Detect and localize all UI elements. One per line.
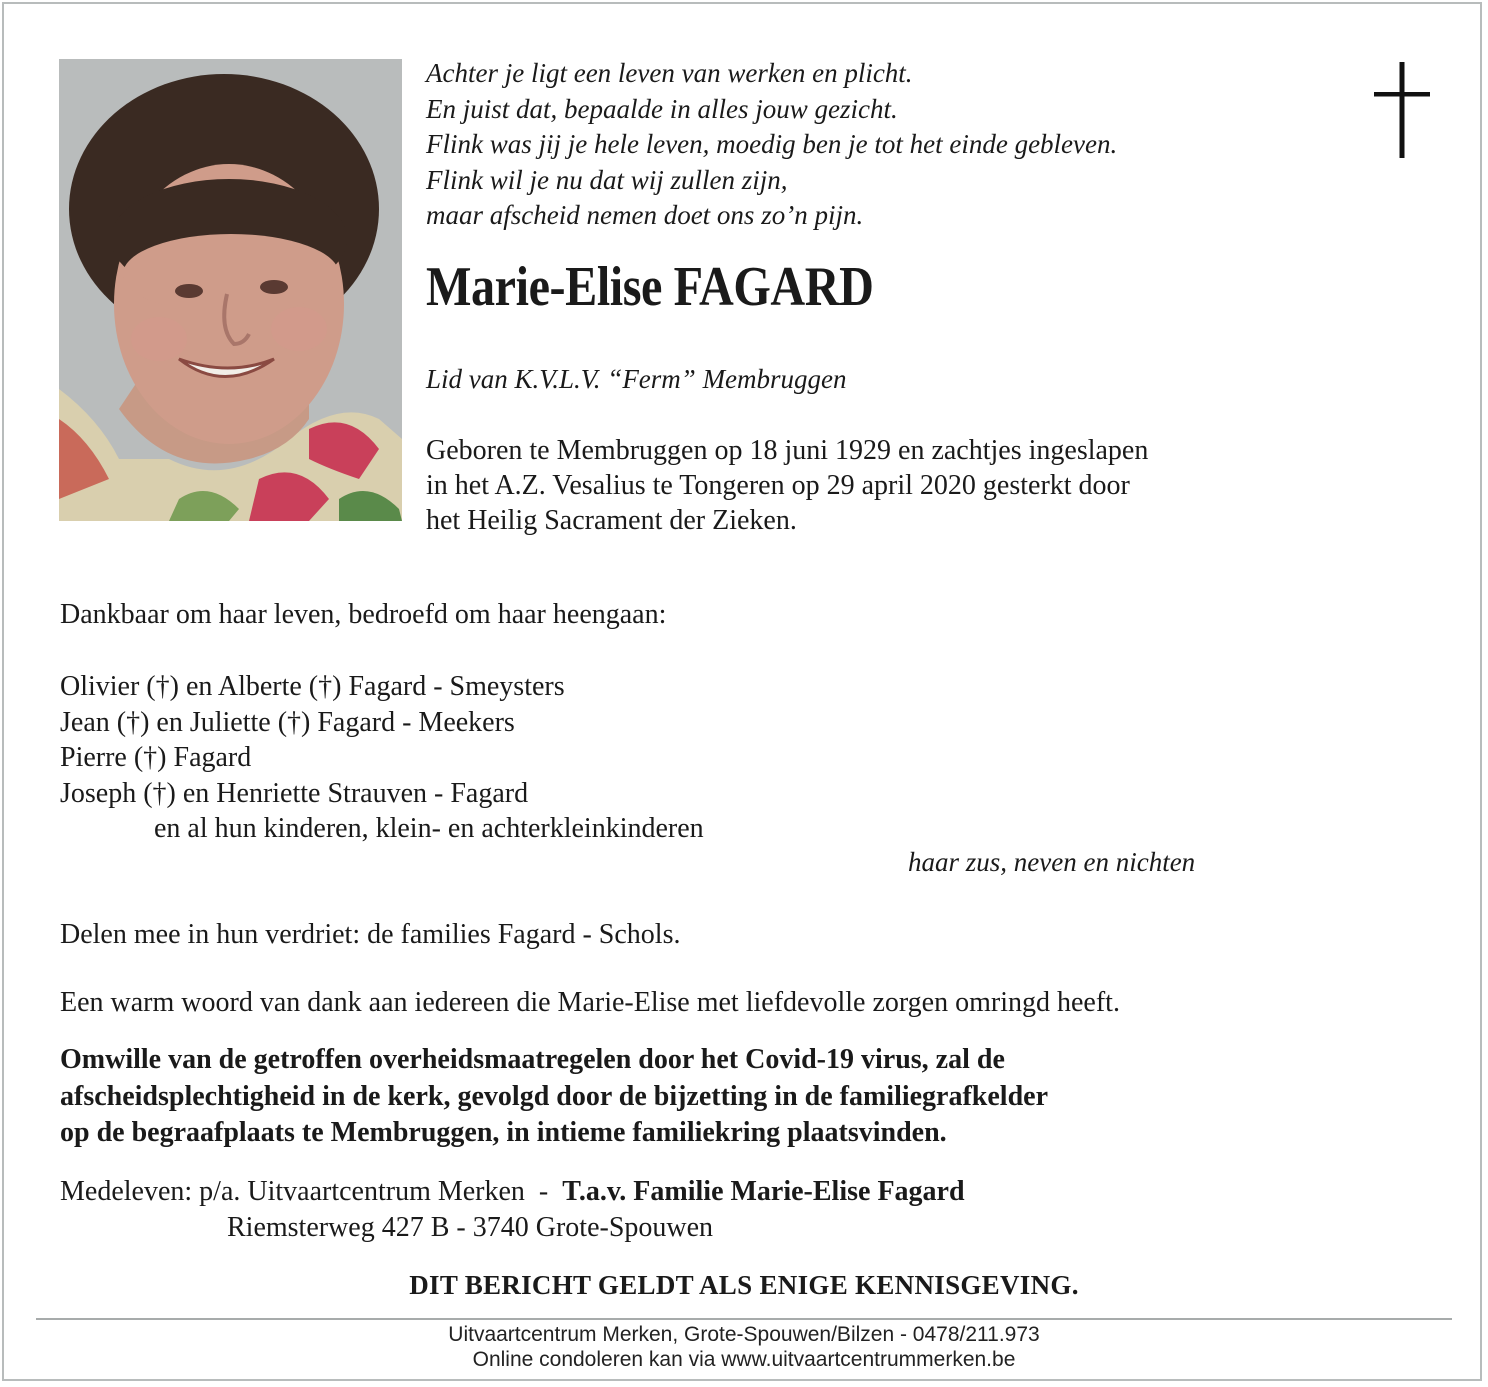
footer-divider [36,1318,1452,1320]
condolence-prefix: Medeleven: p/a. Uitvaartcentrum Merken - [60,1176,563,1207]
notice-line: Omwille van de getroffen overheidsmaatregelen door het Covid-19 virus, zal de [60,1044,1005,1075]
poem [426,56,1326,234]
poem-line: En juist dat, bepaalde in alles jouw gezicht. [426,93,898,124]
membership: Lid van K.V.L.V. “Ferm” Membruggen [426,364,847,394]
details-line: in het A.Z. Vesalius te Tongeren op 29 april 2020 gesterkt door [426,470,1130,501]
poem-line: maar afscheid nemen doet ons zo’n pijn. [426,200,864,230]
footer [0,1322,1488,1372]
family-descendants: en al hun kinderen, klein- en achterkleinkinderen [154,813,704,844]
portrait-photo [59,59,402,521]
poem-line: Flink was jij je hele leven, moedig ben je tot het einde gebleven. [426,129,1118,159]
poem-line: Flink wil je nu dat wij zullen zijn, [426,164,788,195]
footer-company: Uitvaartcentrum Merken, Grote-Spouwen/Bilzen - 0478/211.973 [448,1323,1040,1346]
family-line: Joseph (†) en Henriette Strauven - Fagard [60,777,529,809]
family-line: Jean (†) en Juliette (†) Fagard - Meekers [60,706,515,738]
family-line: Olivier (†) en Alberte (†) Fagard - Smeysters [60,671,565,702]
thanks-intro: Dankbaar om haar leven, bedroefd om haar heengaan: [60,599,667,630]
notice-line: op de begraafplaats te Membruggen, in intieme familiekring plaatsvinden. [60,1117,947,1148]
family-line: Pierre (†) Fagard [60,742,252,773]
deceased-name: Marie-Elise FAGARD [426,256,874,318]
condolence-address [60,1174,965,1209]
sharing-families: Delen mee in hun verdriet: de families Fagard - Schols. [60,919,681,950]
details-line: het Heilig Sacrament der Zieken. [426,505,797,536]
condolence-attention: T.a.v. Familie Marie-Elise Fagard [562,1176,965,1207]
final-notice: DIT BERICHT GELDT ALS ENIGE KENNISGEVING. [409,1270,1079,1300]
family-list [60,669,704,847]
ceremony-notice [60,1042,1048,1152]
details-line: Geboren te Membruggen op 18 juni 1929 en zachtjes ingeslapen [426,435,1149,466]
cousins-line: haar zus, neven en nichten [908,847,1196,877]
poem-line: Achter je ligt een leven van werken en plicht. [426,58,913,88]
birth-death-details [426,433,1148,538]
thank-you-note: Een warm woord van dank aan iedereen die Marie-Elise met liefdevolle zorgen omringd heeft. [60,987,1120,1018]
footer-website: Online condoleren kan via www.uitvaartcentrummerken.be [472,1348,1016,1371]
street-address: Riemsterweg 427 B - 3740 Grote-Spouwen [227,1212,714,1243]
notice-line: afscheidsplechtigheid in de kerk, gevolgd door de bijzetting in de familiegrafkelder [60,1080,1049,1112]
cross-icon [1372,62,1432,158]
